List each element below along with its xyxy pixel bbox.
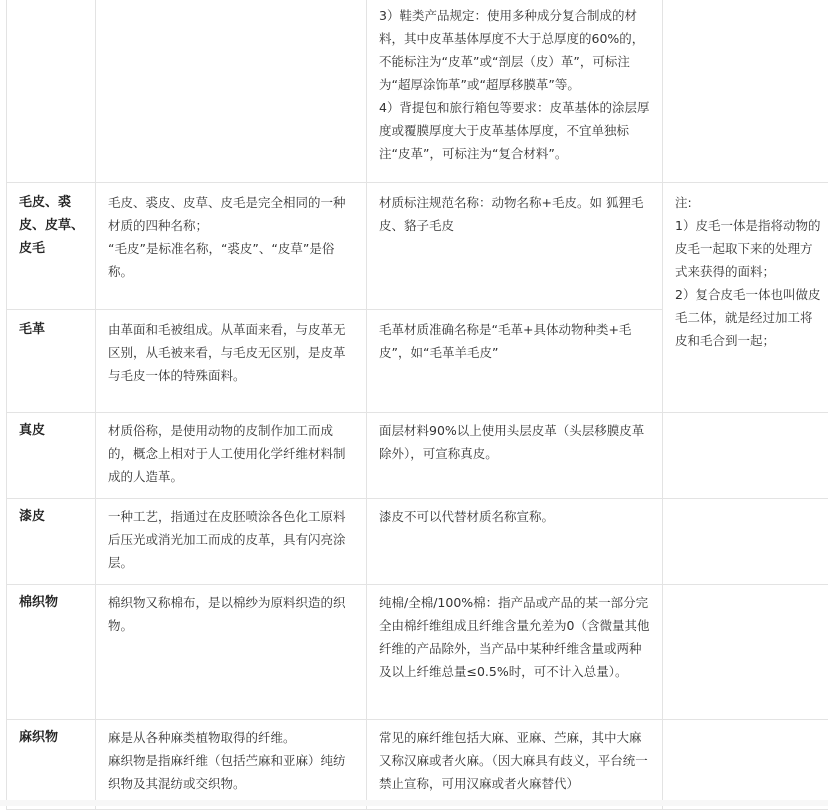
material-standards-table <box>6 0 828 810</box>
note-cell <box>663 499 828 585</box>
standard-cell <box>367 499 663 585</box>
term-cell <box>7 183 96 310</box>
standard-cell <box>367 585 663 720</box>
standard-text: 面层材料90%以上使用头层皮革（头层移膜皮革除外），可宣称真皮。 <box>379 419 652 465</box>
term-cell <box>7 310 96 413</box>
standard-cell <box>367 310 663 413</box>
note-title: 注: <box>675 191 821 214</box>
definition-text: 一种工艺，指通过在皮胚喷涂各色化工原料后压光或消光加工而成的皮革，具有闪亮涂层。 <box>108 505 356 574</box>
term-cell <box>7 720 96 810</box>
table-row <box>7 499 828 585</box>
table-row <box>7 720 828 810</box>
standard-cell <box>367 413 663 499</box>
note-cell <box>663 585 828 720</box>
note-text: 2）复合皮毛一体也叫做皮毛二体，就是经过加工将皮和毛合到一起； <box>675 283 821 352</box>
term-cell <box>7 585 96 720</box>
definition-cell <box>96 720 367 810</box>
standard-text: 材质标注规范名称：动物名称+毛皮。如 狐狸毛皮、貉子毛皮 <box>379 191 652 237</box>
definition-cell <box>96 585 367 720</box>
standard-text: 纯棉/全棉/100%棉：指产品或产品的某一部分完全由棉纤维组成且纤维含量允差为0（含微量其他纤维的产品除外，当产品中某种纤维含量或两种及以上纤维总量≤0.5%时，可不计入总量）。 <box>379 591 652 683</box>
term-label: 毛革 <box>19 322 45 337</box>
definition-text: 由革面和毛被组成。从革面来看，与皮革无区别，从毛被来看，与毛皮无区别，是皮革与毛皮一体的特殊面料。 <box>108 318 356 387</box>
note-cell <box>663 720 828 810</box>
table-row <box>7 413 828 499</box>
standard-cell <box>367 0 663 183</box>
standard-text: 4）背提包和旅行箱包等要求：皮革基体的涂层厚度或覆膜厚度大于皮革基体厚度，不宜单独标注“皮革”，可标注为“复合材料”。 <box>379 96 652 165</box>
table-row <box>7 183 828 310</box>
standard-cell <box>367 720 663 810</box>
definition-text: 麻是从各种麻类植物取得的纤维。 <box>108 726 356 749</box>
definition-text: 材质俗称，是使用动物的皮制作加工而成的，概念上相对于人工使用化学纤维材料制成的人造革。 <box>108 419 356 488</box>
standard-text: 常见的麻纤维包括大麻、亚麻、苎麻，其中大麻又称汉麻或者火麻。（因大麻具有歧义，平台统一禁止宣称，可用汉麻或者火麻替代） <box>379 726 652 795</box>
term-label: 棉织物 <box>19 595 58 610</box>
note-cell <box>663 183 828 413</box>
term-label: 漆皮 <box>19 509 45 524</box>
page-bottom-edge <box>0 800 828 806</box>
definition-cell <box>96 499 367 585</box>
standard-text: 漆皮不可以代替材质名称宣称。 <box>379 505 652 528</box>
standard-text: 毛革材质准确名称是“毛革+具体动物种类+毛皮”，如“毛革羊毛皮” <box>379 318 652 364</box>
definition-text: 棉织物又称棉布，是以棉纱为原料织造的织物。 <box>108 591 356 637</box>
table-row <box>7 585 828 720</box>
note-cell <box>663 0 828 183</box>
term-cell <box>7 499 96 585</box>
definition-text: 毛皮、裘皮、皮草、皮毛是完全相同的一种材质的四种名称； <box>108 191 356 237</box>
table-row <box>7 0 828 183</box>
definition-cell <box>96 413 367 499</box>
standard-cell <box>367 183 663 310</box>
definition-cell <box>96 310 367 413</box>
definition-cell <box>96 183 367 310</box>
term-label: 麻织物 <box>19 730 58 745</box>
standard-text: 3）鞋类产品规定：使用多种成分复合制成的材料，其中皮革基体厚度不大于总厚度的60%的，不能标注为“皮革”或“剖层（皮）革”，可标注为“超厚涂饰革”或“超厚移膜革”等。 <box>379 4 652 96</box>
term-cell <box>7 0 96 183</box>
term-label: 真皮 <box>19 423 45 438</box>
definition-cell <box>96 0 367 183</box>
note-cell <box>663 413 828 499</box>
term-cell <box>7 413 96 499</box>
definition-text: 麻织物是指麻纤维（包括苎麻和亚麻）纯纺织物及其混纺或交织物。 <box>108 749 356 795</box>
term-label: 毛皮、裘皮、皮草、皮毛 <box>19 195 84 256</box>
note-text: 1）皮毛一体是指将动物的皮毛一起取下来的处理方式来获得的面料； <box>675 214 821 283</box>
definition-text: “毛皮”是标准名称，“裘皮”、“皮草”是俗称。 <box>108 237 356 283</box>
